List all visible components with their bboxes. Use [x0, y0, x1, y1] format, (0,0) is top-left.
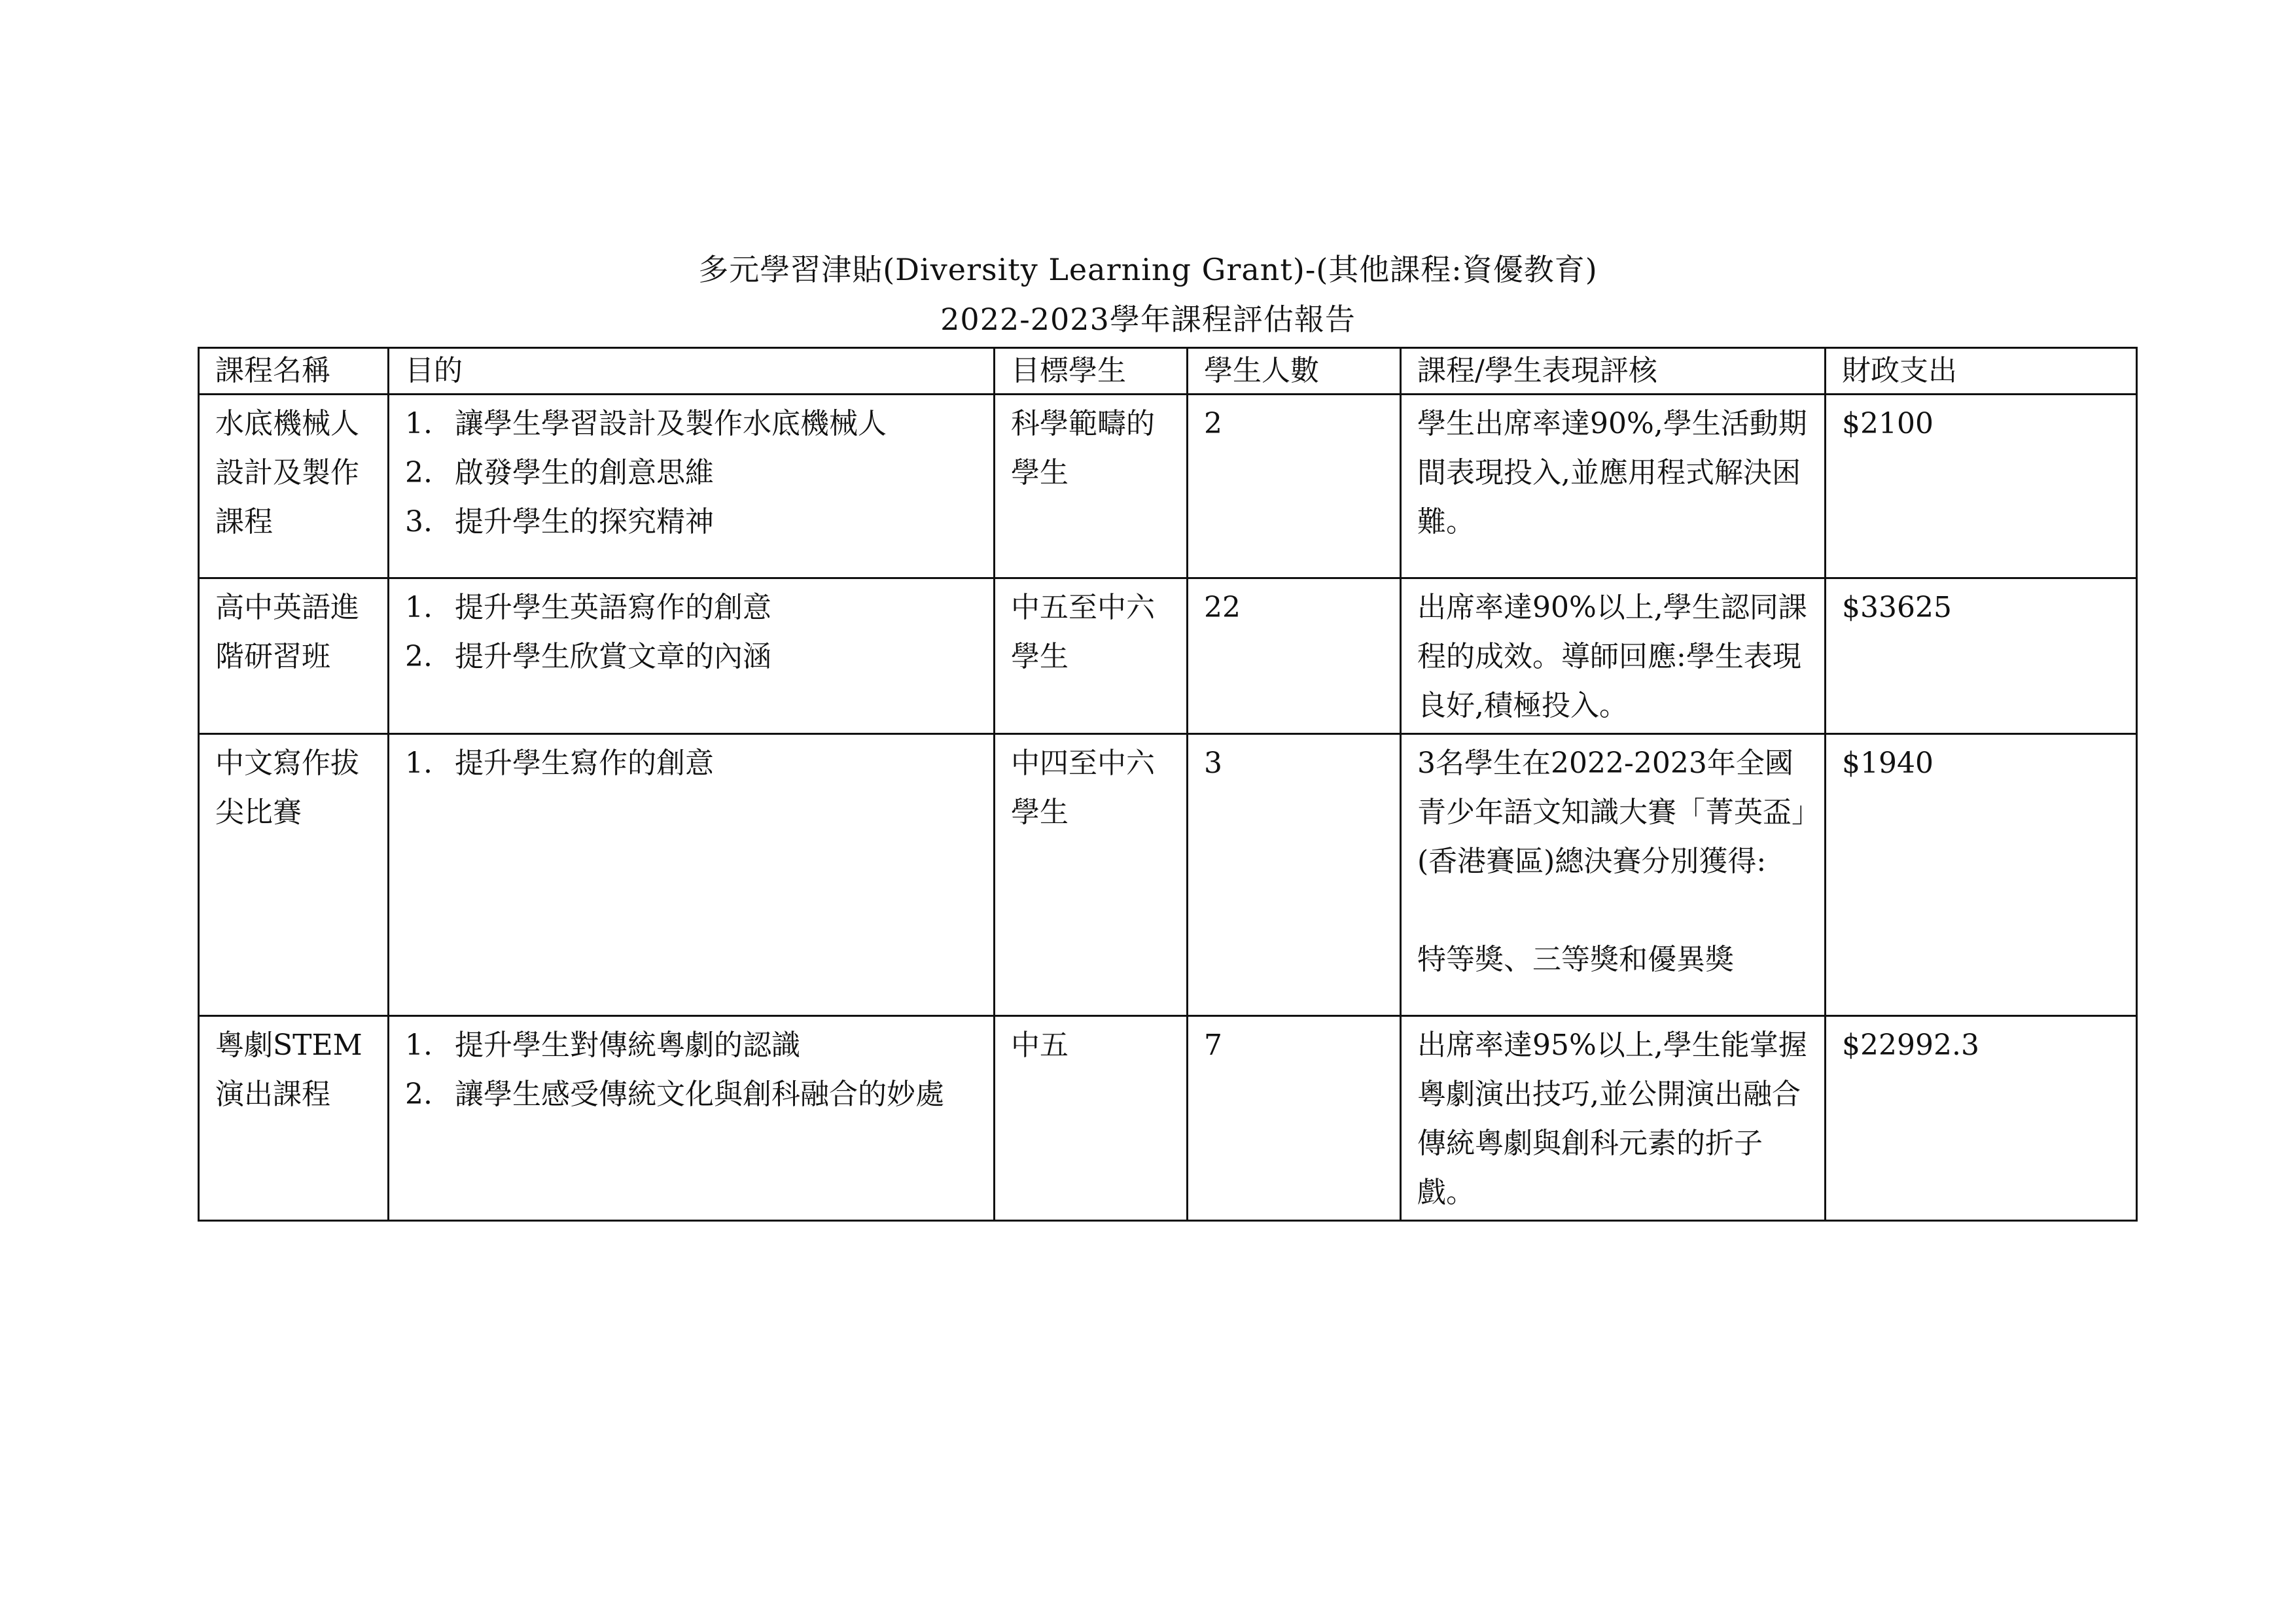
header-assessment: 課程/學生表現評核 [1401, 348, 1826, 395]
target-students-cell: 科學範疇的學生 [995, 395, 1188, 578]
goals-list [405, 399, 979, 546]
goal-number: 3. [405, 505, 433, 538]
goal-number: 1. [405, 591, 433, 624]
evaluation-table [198, 347, 2138, 1222]
goal-item [405, 497, 979, 546]
header-student-count: 學生人數 [1188, 348, 1401, 395]
table-header-row [199, 348, 2137, 395]
table-row [199, 1016, 2137, 1221]
goal-number: 1. [405, 1029, 433, 1062]
goals-list [405, 583, 979, 681]
goal-text: 讓學生學習設計及製作水底機械人 [455, 407, 887, 440]
assessment-cell: 出席率達90%以上,學生認同課程的成效。導師回應:學生表現良好,積極投入。 [1401, 578, 1826, 734]
header-goals: 目的 [389, 348, 995, 395]
goals-cell [389, 734, 995, 1016]
expense-cell: $22992.3 [1826, 1016, 2137, 1221]
report-title: 多元學習津貼(Diversity Learning Grant)-(其他課程:資優教育) [698, 252, 1598, 287]
goal-text: 提升學生欣賞文章的內涵 [455, 640, 771, 673]
course-name-cell: 粵劇STEM演出課程 [199, 1016, 389, 1221]
goals-list [405, 739, 979, 788]
header-course-name: 課程名稱 [199, 348, 389, 395]
goals-cell [389, 395, 995, 578]
goal-text: 啟發學生的創意思維 [455, 456, 714, 489]
expense-cell: $1940 [1826, 734, 2137, 1016]
goal-item [405, 739, 979, 788]
expense-cell: $2100 [1826, 395, 2137, 578]
table-row [199, 395, 2137, 578]
assessment-cell: 出席率達95%以上,學生能掌握粵劇演出技巧,並公開演出融合傳統粵劇與創科元素的折子戲。 [1401, 1016, 1826, 1221]
course-name-cell: 水底機械人設計及製作課程 [199, 395, 389, 578]
assessment-text: 3名學生在2022-2023年全國青少年語文知識大賽「菁英盃」(香港賽區)總決賽分別獲得: [1417, 747, 1806, 878]
awards-text: 特等獎、三等獎和優異獎 [1417, 943, 1734, 976]
student-count-cell: 3 [1188, 734, 1401, 1016]
goal-text: 提升學生寫作的創意 [455, 747, 714, 780]
student-count-cell: 22 [1188, 578, 1401, 734]
goal-item [405, 1070, 979, 1119]
goals-list [405, 1021, 979, 1119]
goal-item [405, 399, 979, 448]
student-count-cell: 7 [1188, 1016, 1401, 1221]
course-name-cell: 高中英語進階研習班 [199, 578, 389, 734]
goal-number: 1. [405, 407, 433, 440]
goal-text: 讓學生感受傳統文化與創科融合的妙處 [455, 1078, 944, 1111]
goal-number: 1. [405, 747, 433, 780]
target-students-cell: 中四至中六學生 [995, 734, 1188, 1016]
assessment-cell [1401, 734, 1826, 1016]
goal-number: 2. [405, 1078, 433, 1111]
target-students-cell: 中五 [995, 1016, 1188, 1221]
goal-item [405, 1021, 979, 1070]
report-subtitle: 2022-2023學年課程評估報告 [940, 302, 1356, 337]
header-target-students: 目標學生 [995, 348, 1188, 395]
table-row [199, 734, 2137, 1016]
goal-item [405, 448, 979, 497]
goal-text: 提升學生的探究精神 [455, 505, 714, 538]
target-students-cell: 中五至中六學生 [995, 578, 1188, 734]
paragraph-gap [1417, 886, 1810, 935]
goals-cell [389, 578, 995, 734]
expense-cell: $33625 [1826, 578, 2137, 734]
student-count-cell: 2 [1188, 395, 1401, 578]
header-expense: 財政支出 [1826, 348, 2137, 395]
goal-text: 提升學生英語寫作的創意 [455, 591, 771, 624]
goals-cell [389, 1016, 995, 1221]
course-name-cell: 中文寫作拔尖比賽 [199, 734, 389, 1016]
table-row [199, 578, 2137, 734]
assessment-cell: 學生出席率達90%,學生活動期間表現投入,並應用程式解決困難。 [1401, 395, 1826, 578]
goal-item [405, 583, 979, 632]
goal-number: 2. [405, 456, 433, 489]
goal-text: 提升學生對傳統粵劇的認識 [455, 1029, 800, 1062]
goal-number: 2. [405, 640, 433, 673]
goal-item [405, 632, 979, 681]
